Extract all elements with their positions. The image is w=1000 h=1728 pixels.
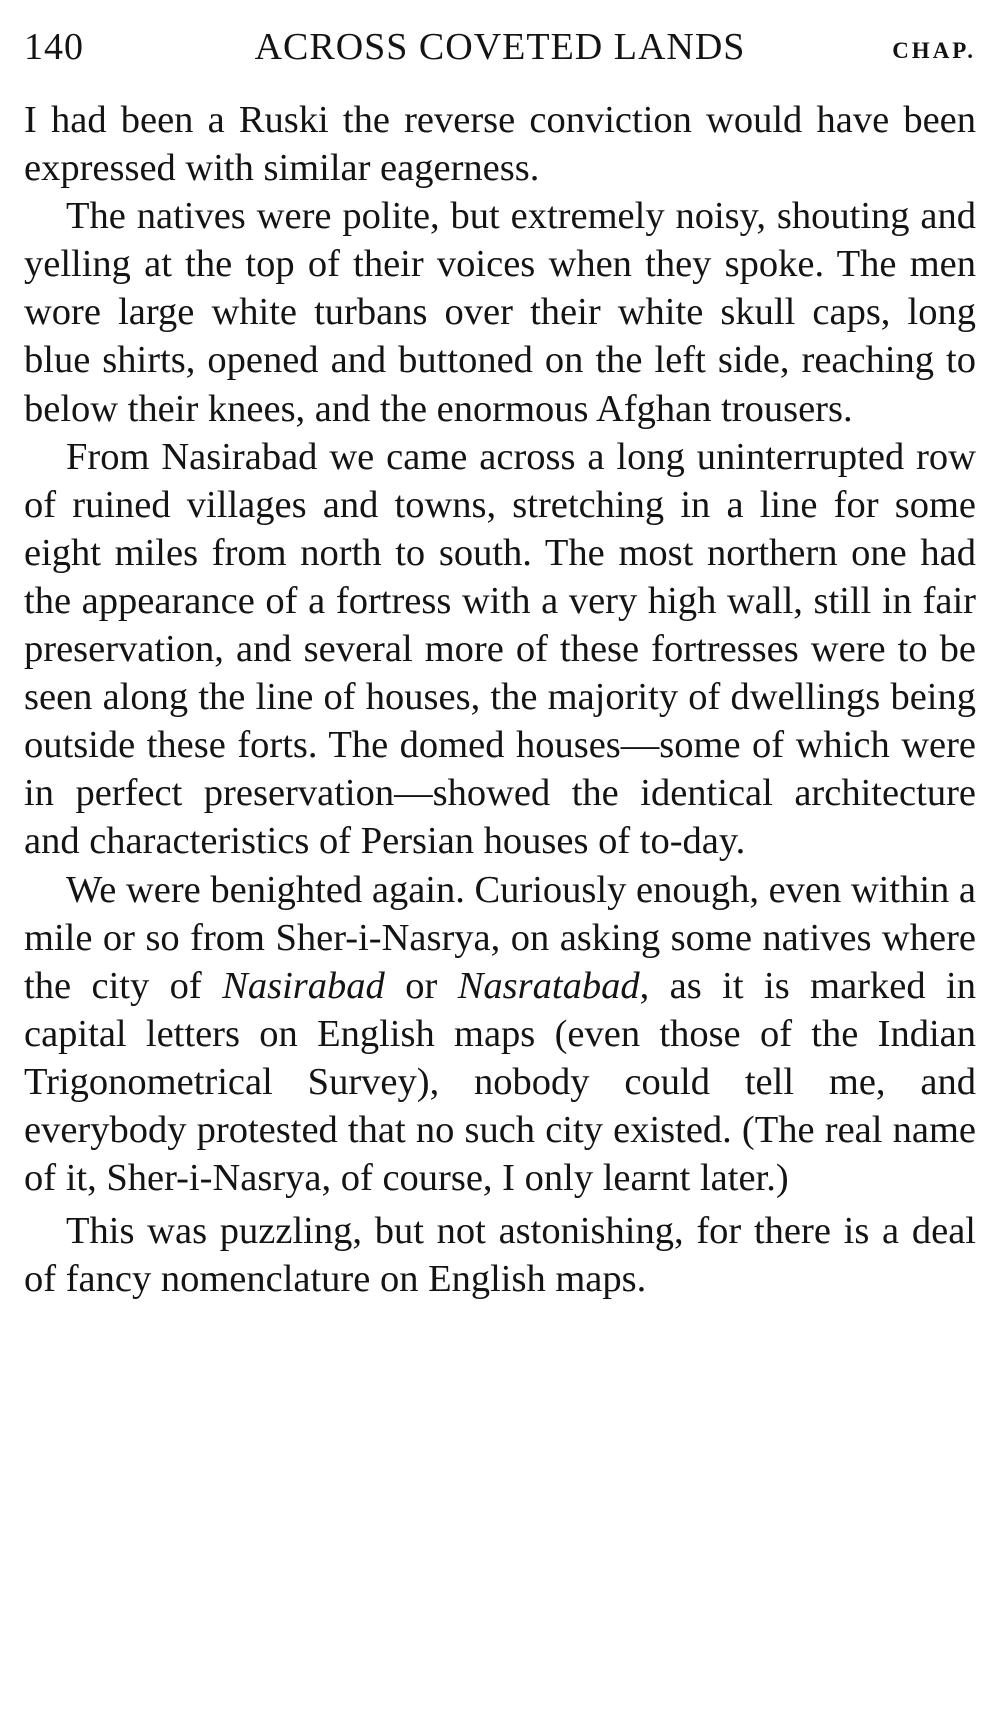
- paragraph-benighted-text-3: , as it is marked in capital letters on English maps (even those of the Indian Trigonometrical Survey), nobody could tell me, and everybody protested that no such city existed. (The real name of it, Sher-i-Nasrya, of course, I only learnt later.): [24, 964, 976, 1200]
- italic-nasirabad: Nasirabad: [222, 964, 385, 1007]
- paragraph-continued: I had been a Ruski the reverse conviction would have been expressed with similar eagerness.: [24, 99, 976, 190]
- running-title: ACROSS COVETED LANDS: [254, 26, 746, 68]
- paragraph-puzzling: This was puzzling, but not astonishing, for there is a deal of fancy nomenclature on English maps.: [24, 1210, 976, 1301]
- page-number: 140: [24, 26, 84, 68]
- page-header: [24, 18, 976, 76]
- paragraph-ruined-villages: From Nasirabad we came across a long uninterrupted row of ruined villages and towns, stretching in a line for some eight miles from north to south. The most northern one had the appearance of a fortress with a very high wall, still in fair preservation, and several more of these fortresses were to be seen along the line of houses, the majority of dwellings being outside these forts. The domed houses—some of which were in perfect preservation—showed the identical architecture and characteristics of Persian houses of to-day.: [24, 435, 976, 863]
- paragraph-benighted-text-2: or: [384, 964, 458, 1007]
- paragraph-benighted: [24, 866, 976, 1203]
- paragraph-benighted-text-1: We were benighted again. Curiously enough, even within a mile or so from Sher-i-Nasrya, on asking some natives where the city of: [24, 868, 976, 1007]
- paragraph-natives: The natives were polite, but extremely noisy, shouting and yelling at the top of their voices when they spoke. The men wore large white turbans over their white skull caps, long blue shirts, opened and buttoned on the left side, reaching to below their knees, and the enormous Afghan trousers.: [24, 195, 976, 430]
- italic-nasratabad: Nasratabad: [457, 964, 640, 1007]
- chapter-label: CHAP.: [892, 38, 976, 63]
- body-text: [24, 96, 976, 1303]
